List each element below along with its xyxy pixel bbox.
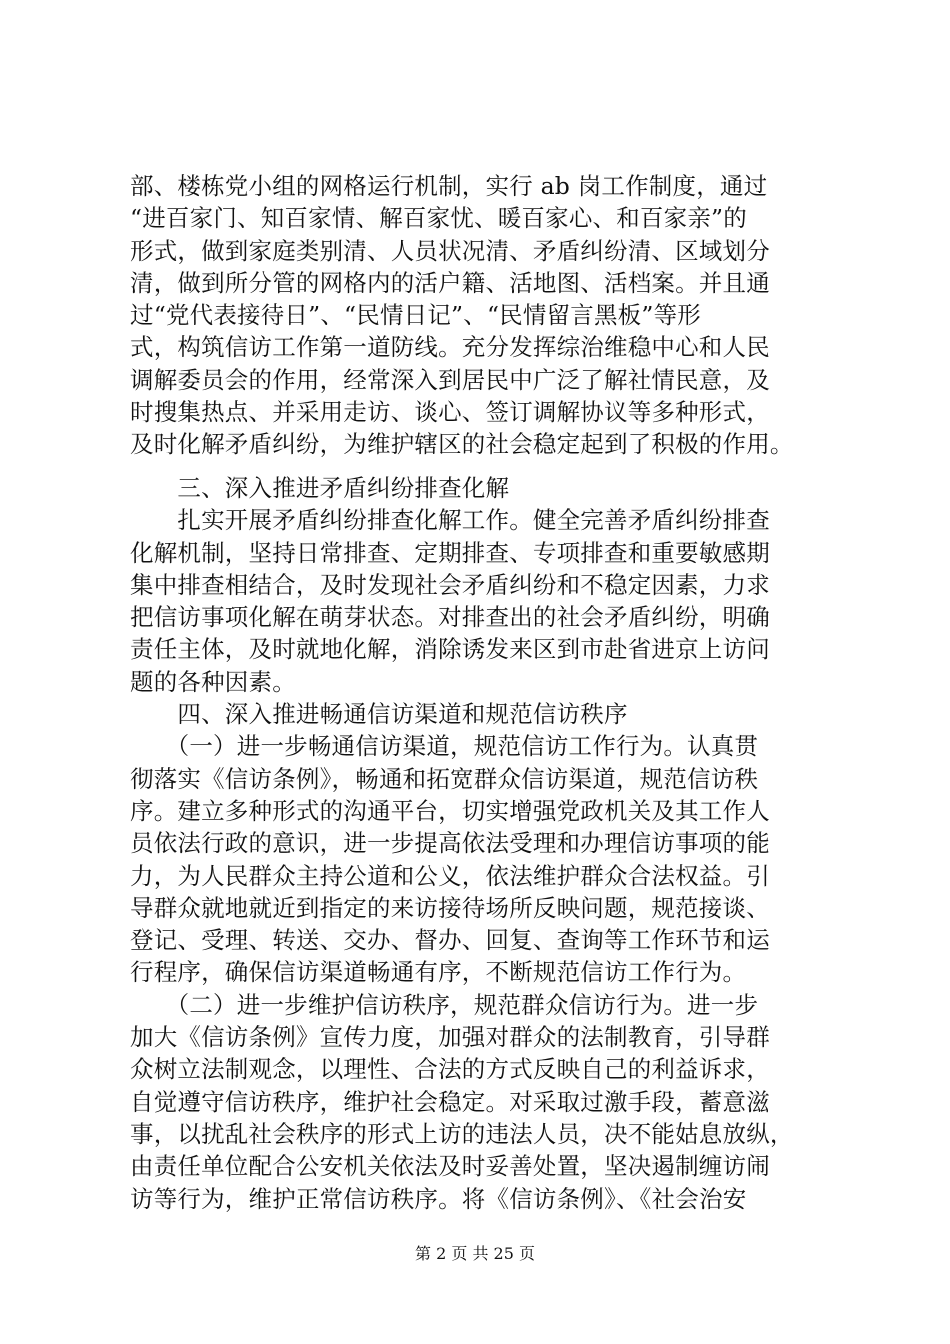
section-heading-three: 三、深入推进矛盾纠纷排查化解: [130, 474, 510, 502]
text-line: 众树立法制观念，以理性、合法的方式反映自己的利益诉求，: [130, 1055, 770, 1084]
text-line: 清，做到所分管的网格内的活户籍、活地图、活档案。并且通: [130, 268, 770, 297]
text-line: 集中排查相结合，及时发现社会矛盾纠纷和不稳定因素，力求: [130, 570, 770, 599]
sections-three-four: [130, 472, 830, 1215]
page-footer: 第 2 页 共 25 页: [415, 1244, 535, 1263]
text-line: “进百家门、知百家情、解百家忧、暖百家心、和百家亲”的: [130, 204, 747, 233]
text-line: 加大《信访条例》宣传力度，加强对群众的法制教育，引导群: [130, 1023, 770, 1052]
text-line: 员依法行政的意识，进一步提高依法受理和办理信访事项的能: [130, 829, 770, 858]
section-heading-four: 四、深入推进畅通信访渠道和规范信访秩序: [130, 700, 628, 729]
text-line: 责任主体，及时就地化解，消除诱发来区到市赴省进京上访问: [130, 635, 770, 664]
text-line: 式，构筑信访工作第一道防线。充分发挥综治维稳中心和人民: [130, 333, 770, 362]
text-line: 导群众就地就近到指定的来访接待场所反映问题，规范接谈、: [130, 893, 770, 922]
text-line: 序。建立多种形式的沟通平台，切实增强党政机关及其工作人: [130, 796, 770, 825]
text-line: 把信访事项化解在萌芽状态。对排查出的社会矛盾纠纷，明确: [130, 603, 770, 632]
text-line: 化解机制，坚持日常排查、定期排查、专项排查和重要敏感期: [130, 538, 770, 567]
text-line: 题的各种因素。: [130, 667, 296, 696]
text-line: （一）进一步畅通信访渠道，规范信访工作行为。认真贯: [130, 732, 759, 761]
text-line: 及时化解矛盾纠纷，为维护辖区的社会稳定起到了积极的作用。: [130, 430, 794, 459]
text-line: 彻落实《信访条例》，畅通和拓宽群众信访渠道，规范信访秩: [130, 764, 759, 793]
text-line: 访等行为，维护正常信访秩序。将《信访条例》、《社会治安: [130, 1184, 747, 1213]
text-line: （二）进一步维护信访秩序，规范群众信访行为。进一步: [130, 990, 759, 1019]
text-line: 时搜集热点、并采用走访、谈心、签订调解协议等多种形式，: [130, 398, 770, 427]
text-line: 自觉遵守信访秩序，维护社会稳定。对采取过激手段，蓄意滋: [130, 1087, 770, 1116]
text-line: 行程序，确保信访渠道畅通有序，不断规范信访工作行为。: [130, 958, 747, 987]
text-line: 部、楼栋党小组的网格运行机制，实行 ab 岗工作制度，通过: [130, 172, 768, 200]
text-line: 过“党代表接待日”、“民情日记”、“民情留言黑板”等形: [130, 301, 701, 330]
text-line: 形式，做到家庭类别清、人员状况清、矛盾纠纷清、区域划分: [130, 236, 770, 265]
text-line: 由责任单位配合公安机关依法及时妥善处置，坚决遏制缠访闹: [130, 1152, 770, 1181]
text-line: 力，为人民群众主持公道和公义，依法维护群众合法权益。引: [130, 861, 770, 890]
text-line: 事，以扰乱社会秩序的形式上访的违法人员，决不能姑息放纵，: [130, 1119, 794, 1148]
paragraph-grid-mechanism: [130, 170, 830, 461]
text-line: 登记、受理、转送、交办、督办、回复、查询等工作环节和运: [130, 926, 770, 955]
text-line: 扎实开展矛盾纠纷排查化解工作。健全完善矛盾纠纷排查: [130, 506, 770, 535]
text-line: 调解委员会的作用，经常深入到居民中广泛了解社情民意，及: [130, 365, 770, 394]
